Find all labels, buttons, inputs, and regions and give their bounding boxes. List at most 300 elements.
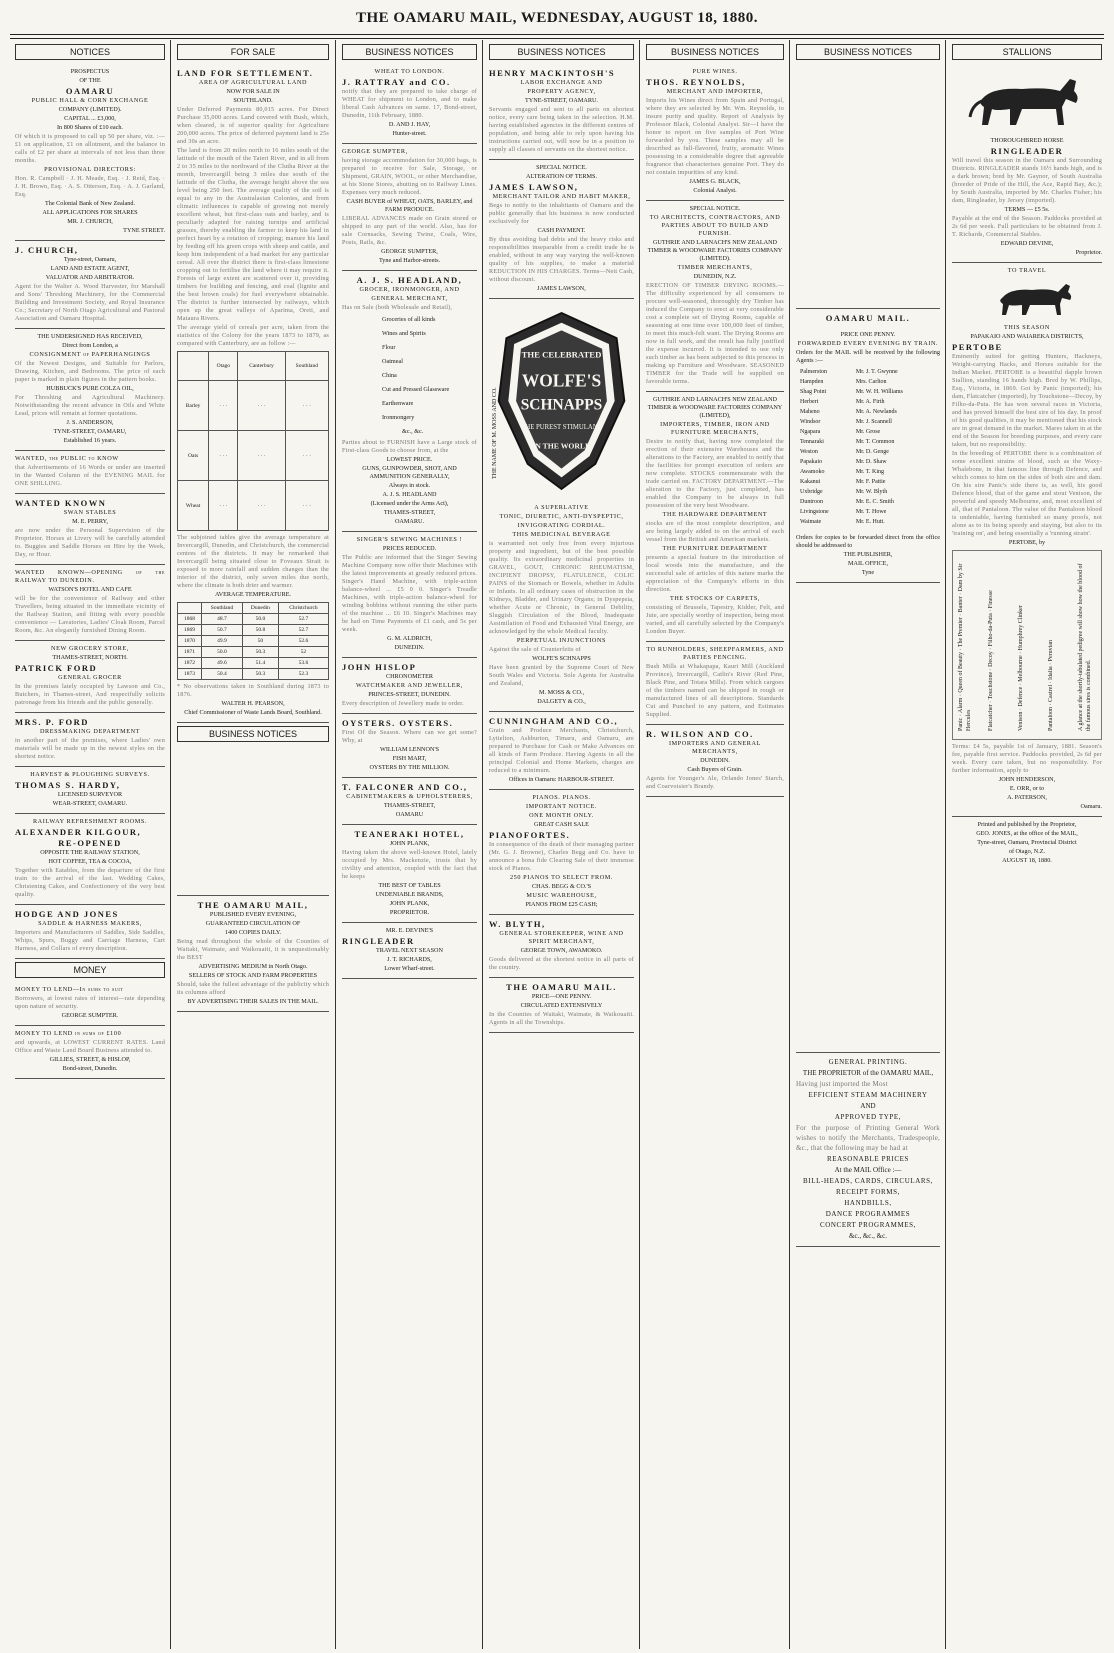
table-cell: · · · <box>285 431 328 481</box>
pedigree-text: Flatcatcher · Touchstone · Decoy · Filho-da-Puta · Finesse <box>988 590 994 731</box>
agent-name: Mr. W. H. Williams <box>855 389 903 395</box>
ad-line: HOT COFFEE, TEA & COCOA, <box>48 858 132 865</box>
ad-title: A. J. S. HEADLAND, <box>356 275 463 285</box>
table-row <box>178 669 329 680</box>
ad-title: T. FALCONER AND CO., <box>342 782 468 792</box>
agent-name: Mr. E. Hutt. <box>855 519 885 525</box>
ad-body-text: For the purpose of Printing General Work wishes to notify the Merchants, Tradespeople, &c., that the following may be had at <box>796 1124 940 1152</box>
ad-wheat-to-london <box>342 64 477 144</box>
pedigree-text: Pantaloon · Castrel · Idalia · Peruvian <box>1048 640 1054 731</box>
table-row <box>798 388 938 396</box>
section-heading-business-notices: BUSINESS NOTICES <box>489 44 634 60</box>
list-item: Earthenware <box>382 400 414 407</box>
ad-body-text: is warranted not only free from every injurious property and ingredient, but of the best possible quality. Its extraordinary medicinal properties in GRAVEL, GOUT, CHRONIC RHEUMATISM, INCIPIENT DROPSY, FLATULENCE, COLIC PAINS of the Stomach or Bowels, whether in Adults or Infants. In all ordinary cases of obstruction in the Kidneys, Bladder, and Urinary Organs; in Dyspepsia, whether Acute or Chronic, in General Debility, Sluggish Circulation of the Blood, Inadequate Assimilation of Food and Exhausted Vital Energy, are acknowledged by the whole Medical faculty. <box>489 540 634 635</box>
table-cell: 52.7 <box>278 625 328 636</box>
ad-line: PRICES REDUCED. <box>382 545 437 552</box>
ad-line: THE UNDERSIGNED HAS RECEIVED, <box>37 333 143 340</box>
table-header: Otago <box>209 352 238 381</box>
ad-line: The Colonial Bank of New Zealand. <box>44 200 136 207</box>
masthead-rule-2 <box>10 38 1104 39</box>
ad-line: TONIC, DIURETIC, ANTI-DYSPEPTIC, <box>499 513 624 520</box>
table-cell: · · · <box>238 381 285 431</box>
column-business-notices-1 <box>337 44 482 1647</box>
column-divider <box>170 40 171 1649</box>
ad-title: THE OAMARU MAIL, <box>197 900 309 910</box>
section-heading-for-sale: FOR SALE <box>177 44 329 60</box>
ad-body-text: The land is from 20 miles north to 16 miles south of the latitude of the mouth of the Taieri River, and in all from 2 to 35 miles to the northward of the Clutha River at the month, Invercargill being 3 miles due south of the latitude of the Clutha, the average height above the sea level being 250 feet. The average quality of the soil is equal to any in the Australasian Colonies, and from climatic influences is capable of growing not merely excellent wheat, but first-class oats and barley, and is peculiarly adapted for raising turnips and artificial grasses, thereby enabling the farmer to keep his land in perfect heart by a rotation of cropping; manure his land by feeding off his green crops with sheep and cattle, and keep him independent of a bad market for any particular cereal. All over the district there is first-class limestone cropping out to fertilise the land where it may require it. Forests of large extent are scattered over it, providing timbers for building and fencing, and coal (lignite and the best brown coals) for fuel everywhere obtainable. The district is further intersected by railways, which open up the great valleys of Aparima, Oreti, and Mataura Rivers. <box>177 147 329 322</box>
ad-line: PIANOS. PIANOS. <box>532 794 591 801</box>
ad-line: WILLIAM LENNON'S <box>379 746 440 753</box>
ad-line: Cash Buyers of Grain. <box>687 766 743 773</box>
ad-line: VALUATOR AND ARBITRATOR. <box>45 274 135 281</box>
ad-line: CIRCULATED EXTENSIVELY <box>520 1002 603 1009</box>
agent-town: Duntroon <box>800 499 823 505</box>
ad-line: THAMES-STREET, <box>383 802 436 809</box>
table-cell: 52.3 <box>278 669 328 680</box>
ad-title: TEANERAKI HOTEL, <box>354 829 465 839</box>
ad-body-text: Borrowers, at lowest rates of interest—rate depending upon nature of security. <box>15 995 165 1010</box>
ad-line: THAMES-STREET, NORTH. <box>52 654 128 661</box>
ad-line: At the MAIL Office :— <box>834 1166 902 1174</box>
ad-line: IMPORTANT NOTICE. <box>525 803 598 810</box>
ad-line: JOHN PLANK, <box>389 840 430 847</box>
table-row <box>798 398 938 406</box>
agent-town: Windsor <box>800 419 821 425</box>
table-row <box>798 418 938 426</box>
ad-title: THOS. REYNOLDS, <box>646 77 746 87</box>
section-heading-stallions: STALLIONS <box>952 44 1102 60</box>
table-row <box>178 658 329 669</box>
ad-body-text: Agents for Younger's Ale, Orlando Jones' Starch, and Coarvoisier's Brandy. <box>646 775 784 790</box>
ad-line: MR. J. CHURCH, <box>67 218 113 225</box>
ad-grocery-store <box>15 641 165 713</box>
ad-line: TYNE-STREET, OAMARU, <box>53 428 127 435</box>
table-cell: 1868 <box>178 614 202 625</box>
ad-title: LAND FOR SETTLEMENT. <box>177 68 314 78</box>
ad-title: ALEXANDER KILGOUR, <box>15 827 142 837</box>
ad-line: AND <box>860 1102 876 1110</box>
ad-whitespace <box>796 64 940 309</box>
ad-paperhangings <box>15 329 165 451</box>
ad-line: CAPITAL ... £3,000, <box>64 115 116 122</box>
agent-name: Mr. A. Newlands <box>855 409 897 415</box>
imprint-line: Printed and published by the Proprietor, <box>977 821 1077 828</box>
ad-title: OAMARU <box>65 86 115 96</box>
ad-line: TYNE-STREET, OAMARU. <box>525 97 598 104</box>
ad-mackintosh-labor-exchange <box>489 64 634 160</box>
section-heading-business-notices: BUSINESS NOTICES <box>177 726 329 742</box>
ad-line: OYSTERS BY THE MILLION. <box>369 764 450 771</box>
agent-town: Livingstone <box>800 509 829 515</box>
table-cell: · · · <box>238 431 285 481</box>
ad-line: DRESSMAKING DEPARTMENT <box>39 728 141 735</box>
ad-line: OF THE <box>79 77 101 84</box>
ad-line: BILL-HEADS, CARDS, CIRCULARS, <box>803 1177 933 1185</box>
ad-body-text: Has on Sale (both Wholesale and Retail), <box>342 304 453 311</box>
ad-line: Proprietor. <box>1075 249 1102 256</box>
ad-line: Tyne <box>861 569 875 576</box>
ad-body-text: Every description of Jewellery made to order. <box>342 700 464 707</box>
ad-line: OAMARU. <box>394 518 425 525</box>
ad-body-text: Having taken the above well-known Hotel, lately occupied by Mrs. Mackenzie, trusts that by civility and attention, coupled with the fact that he keeps <box>342 849 477 880</box>
ad-line: INVIGORATING CORDIAL. <box>517 522 606 529</box>
ad-title: GUTHRIE AND LARNACH'S NEW ZEALAND TIMBER & WOODWARE FACTORIES COMPANY (LIMITED), <box>647 396 783 419</box>
ad-body-text: Hon. R. Campbell · J. H. Meade, Esq. · J. Reid, Esq. · J. H. Brown, Esq. · A. S. Otterson, Esq. · A. J. Garland, Esq. <box>15 175 165 198</box>
ad-title: R. WILSON AND CO. <box>646 729 754 739</box>
ad-line: PRICE ONE PENNY. <box>840 331 896 338</box>
ad-line: CABINETMAKERS & UPHOLSTERERS, <box>346 793 473 800</box>
ad-line: SADDLE & HARNESS MAKERS, <box>38 920 142 927</box>
ad-body-text: Goods delivered at the shortest notice in all parts of the country. <box>489 956 634 971</box>
ad-pertobe-stallion <box>952 263 1102 817</box>
ad-line: IMPORTERS, TIMBER, IRON AND FURNITURE MERCHANTS, <box>660 421 770 436</box>
ad-line: ALTERATION OF TERMS. <box>526 173 597 180</box>
ad-line: WHEAT TO LONDON. <box>374 68 445 75</box>
ad-line: ALL APPLICATIONS FOR SHARES <box>42 209 138 216</box>
emblem-side-text: THE NAME OF M. MOSS AND CO. <box>492 387 498 479</box>
agent-town: Waimate <box>800 519 822 525</box>
ad-line: Hunter-street. <box>392 130 427 137</box>
ad-line: LAND AND ESTATE AGENT, <box>50 265 130 272</box>
ad-body-text: Being read throughout the whole of the Counties of Waitaki, Waimate, and Waikouaiti, it is unquestionably the BEST <box>177 938 329 961</box>
ad-line: In 800 Shares of £10 each. <box>57 124 123 131</box>
table-row <box>178 625 329 636</box>
table-cell: 50.0 <box>242 614 278 625</box>
ad-title: J. CHURCH, <box>15 245 79 255</box>
list-item: Groceries of all kinds <box>382 316 436 323</box>
ad-title: MONEY TO LEND—In sums to suit <box>15 986 124 993</box>
ad-oamaru-mail-circulation <box>177 896 329 1012</box>
table-cell: · · · <box>285 381 328 431</box>
ad-line: PUBLISHED EVERY EVENING, <box>209 911 297 918</box>
ad-line: SOUTHLAND. <box>233 97 273 104</box>
ad-line: COMPANY (LIMITED). <box>58 106 122 113</box>
table-cell: 50 <box>242 636 278 647</box>
table-row <box>798 498 938 506</box>
agent-town: Tennaraki <box>800 439 824 445</box>
table-cell: Wheat <box>178 481 209 531</box>
imprint-line: AUGUST 18, 1880. <box>1002 857 1052 864</box>
table-cell: · · · <box>209 431 238 481</box>
pedigree-chart <box>952 550 1102 740</box>
masthead-rule <box>10 34 1104 35</box>
ad-general-printing <box>796 1053 940 1247</box>
ad-line: JOHN HENDERSON, <box>998 776 1056 783</box>
ad-r-wilson <box>646 725 784 797</box>
ad-title: RINGLEADER <box>342 936 415 946</box>
ad-line: PUBLIC HALL & CORN EXCHANGE <box>31 97 149 104</box>
ad-title: CONSIGNMENT of PAPERHANGINGS <box>29 351 151 358</box>
ad-title: TO ARCHITECTS, CONTRACTORS, AND PARTIES ABOUT TO BUILD AND FURNISH. <box>649 214 781 237</box>
ad-line: MAIL OFFICE, <box>848 560 888 567</box>
ad-line: CHRONOMETER <box>385 673 434 680</box>
ad-title: HODGE AND JONES <box>15 909 119 919</box>
ad-title: W. BLYTH, <box>489 919 546 929</box>
section-heading-business-notices: BUSINESS NOTICES <box>796 44 940 60</box>
table-cell: · · · <box>209 381 238 431</box>
ad-line: THE STOCKS OF CARPETS, <box>669 595 761 602</box>
ad-body-text: Payable at the end of the Season. Paddocks provided at 2s 6d per week. Full particulars to be obtained from J. T. Richards, Commercial Stables. <box>952 215 1102 238</box>
list-item: Ironmongery <box>382 414 415 421</box>
ad-watsons-hotel <box>15 565 165 641</box>
ad-line: THE PROPRIETOR of the OAMARU MAIL, <box>802 1069 934 1077</box>
ad-body-text: Of the Newest Designs, and Suitable for Parlors, Drawing, Kitchen, and Bedrooms. The price of each paper is marked in plain figures in the pattern books. <box>15 360 165 383</box>
ad-line: Orders for the MAIL will be received by the following Agents :— <box>796 349 940 364</box>
ad-body-text: Under Deferred Payments 80,015 acres. For Direct Purchase 35,000 acres. Land covered with Bush, which, when cleared, is of superior quality for Agriculture 200,000 acres. The price of deferred payment land is 25s and 30s an acre. <box>177 106 329 145</box>
ad-oysters <box>342 714 477 778</box>
ad-body-text: Will travel this season in the Oamaru and Surrounding Districts. RINGLEADER stands 16½ hands high, and is a dark brown; bred by Mr. Gaynor, of South Australia (breeder of Pride of the Hill, the Ace, Rapid Bay, &c.); by South Australia, imported by Mr. Charles Fisher; his dam, Ringleader, by Jersey (imported). <box>952 157 1102 204</box>
ad-line: DUNEDIN. <box>700 757 730 764</box>
ad-church-land-agent <box>15 241 165 329</box>
ad-wolfes-schnapps <box>489 299 634 712</box>
table-cell: 50.8 <box>242 625 278 636</box>
agent-name: Mr. F. Pattie <box>855 479 886 485</box>
signer-title: Chief Commissioner of Waste Lands Board, Southland. <box>184 709 322 716</box>
ad-line: THE PUBLISHER, <box>843 551 893 558</box>
agent-town: Maheno <box>800 409 820 415</box>
table-header: Southland <box>285 352 328 381</box>
agent-name: Mrs. Carlton <box>855 379 887 385</box>
ad-singer-sewing <box>342 532 477 658</box>
emblem-top-text: THE CELEBRATED <box>521 349 602 360</box>
ad-body-text: presents a special feature in the introduction of local woods into the manufacture, and the successful sale of articles of this nature marks the appreciation of the Company's efforts in this direction. <box>646 554 784 593</box>
ad-line: Bond-street, Dunedin. <box>62 1065 118 1072</box>
ad-ringleader-travel <box>342 923 477 979</box>
ad-john-hislop <box>342 658 477 714</box>
agent-town: Herbert <box>800 399 819 405</box>
column-notices <box>10 44 170 1647</box>
section-heading-money: MONEY <box>15 962 165 978</box>
table-cell: Barley <box>178 381 209 431</box>
ad-body-text: and upwards, at LOWEST CURRENT RATES. Land Office and Waste Land Board Business attended to. <box>15 1039 165 1054</box>
ad-line: THE BEST OF TABLES <box>378 882 441 889</box>
column-for-sale <box>172 44 334 1647</box>
imprint-line: GEO. JONES, at the office of the MAIL, <box>976 830 1078 837</box>
table-cell: 50.0 <box>201 647 242 658</box>
ad-teaneraki-hotel <box>342 825 477 923</box>
ad-body-text: Begs to notify to the inhabitants of Oamaru and the public generally that his business is now conducted exclusively for <box>489 202 634 225</box>
table-header: Dunedin <box>242 603 278 614</box>
imprint-line: of Otago, N.Z. <box>1008 848 1046 855</box>
agent-name: Mr. Grose <box>855 429 881 435</box>
ad-body-text: In the breeding of PERTOBE there is a combination of some excellent strains of blood, such as the Waxy-Whalebone, in that famous line through Defence, and which comes to him on the sides of both sire and dam. On his sire Panic's side there is, as well, his good Defence blood, that of the game and stout Venison, the powerful and speedy Melbourne, and, most excellent of all, that of Pantaloon. The value of the Pantaloon blood is undeniable, having furnished so many proofs, not alone as to its being speedy and staying, but also to its 'training on', and being essentially a 'running strain'. <box>952 450 1102 537</box>
ad-runholders <box>646 642 784 725</box>
table-cell: 53.6 <box>278 658 328 669</box>
ad-line: CHAS. BEGG & CO.'S <box>531 883 592 890</box>
ad-swan-stables <box>15 494 165 565</box>
temperature-table <box>177 602 329 680</box>
ad-line: DALGETY & CO., <box>537 698 586 705</box>
agent-town: Hampden <box>800 379 824 385</box>
column-divider <box>639 40 640 1649</box>
emblem-subtitle-text: THE PUREST STIMULANT <box>521 424 602 432</box>
ad-body-text: that Advertisements of 16 Words or under are inserted in the Wanted Column of the EVENING MAIL for ONE SHILLING. <box>15 464 165 487</box>
table-cell: 1873 <box>178 669 202 680</box>
agent-town: Kakanui <box>800 479 821 485</box>
masthead <box>0 0 1114 44</box>
ad-saddlers <box>15 905 165 959</box>
ad-line: DUNEDIN. <box>394 644 425 651</box>
ad-line: MERCHANT AND IMPORTER, <box>666 88 764 95</box>
agent-name: Mr. D. Shaw <box>855 459 887 465</box>
ad-cunningham <box>489 712 634 790</box>
ad-line: NOW FOR SALE IN <box>226 88 280 95</box>
column-business-notices-2 <box>484 44 639 1647</box>
table-header: Canterbury <box>238 352 285 381</box>
ad-line: Direct from London, a <box>62 342 118 349</box>
ad-pianos <box>489 790 634 915</box>
ad-line: EFFICIENT STEAM MACHINERY <box>808 1091 928 1099</box>
horse-illustration <box>952 278 1102 318</box>
list-item: Flour <box>382 344 396 351</box>
ad-line: Lower Wharf-street. <box>384 965 435 972</box>
ad-line: PROSPECTUS <box>70 68 110 75</box>
emblem-product-text: SCHNAPPS <box>520 396 603 414</box>
ad-title: HENRY MACKINTOSH'S <box>489 68 616 78</box>
ad-line: THOROUGHBRED HORSE <box>990 137 1064 144</box>
agent-name: Mr. D. Genge <box>855 449 889 455</box>
list-item: Oatmeal <box>382 358 403 365</box>
ad-line: PERTOBE, by <box>1008 539 1046 546</box>
list-item: Wines and Spirits <box>382 330 426 337</box>
ad-line: CONCERT PROGRAMMES, <box>819 1221 917 1229</box>
ad-money-to-lend <box>15 982 165 1026</box>
column-stallions <box>947 44 1107 1647</box>
ad-surveyor <box>15 767 165 814</box>
ad-body-text: Eminently suited for getting Hunters, Hackneys, Weight-carrying Hacks, and Horses suitable for the Indian Market. PERTOBE is a beautiful dapple brown Stallion, standing 16 hands high. Bred by W. Phillips, Esq., Victoria, in 1869. Got by Panic (imported); his dam, Flatcatcher (imported), by Touchstone—Decoy, by Filho-da-Puta. He has won several races in Victoria, and has proved himself the best sire of his day. In proof of his good qualities, it may be mentioned that his stock are in great demand in the market. Mares taken in at the end of the Season for breeding purposes, and every care taken, but no responsibility. <box>952 353 1103 448</box>
list-item: &c., &c. <box>402 428 424 435</box>
ad-line: JAMES G. BLACK, <box>689 178 741 185</box>
ad-title: PERTOBE <box>952 342 1003 352</box>
ad-line: GILLIES, STREET, & HISLOP, <box>49 1056 131 1063</box>
ad-line: THE HARDWARE DEPARTMENT <box>662 511 768 518</box>
table-cell: Oats <box>178 431 209 481</box>
table-cell: 50.7 <box>201 625 242 636</box>
ad-body-text: consisting of Brussels, Tapestry, Kidder, Felt, and Jute, are specially worthy of inspection, being most varied, and all carefully selected by the Company's London Buyer. <box>646 604 784 635</box>
agent-town: Awamoko <box>800 469 825 475</box>
ad-line: (Licensed under the Arms Act), <box>370 500 449 507</box>
ad-body-text: Grain and Produce Merchants, Christchurch, Lyttelton, Ashburton, Timaru, and Oamaru, are prepared to Purchase for Cash or Make Advances on all kinds of Farm Produce. Having Agents in all the principal Colonial and Home Markets, charges are reduced to a minimum. <box>489 727 634 774</box>
ad-line: PRICE—ONE PENNY. <box>531 993 592 1000</box>
table-cell: 51.4 <box>242 658 278 669</box>
ad-line: EDWARD DEVINE, <box>1000 240 1054 247</box>
ad-line: MUSIC WAREHOUSE, <box>526 892 597 899</box>
ad-line: CASH PAYMENT. <box>537 227 586 234</box>
table-row <box>798 518 938 526</box>
ad-body-text: Should, take the fullest advantage of the publicity which its columns afford <box>177 981 329 996</box>
table-cell: 50.3 <box>242 647 278 658</box>
agent-name: Mr. E. C. Smith <box>855 499 894 505</box>
ad-title: JOHN HISLOP <box>342 662 417 672</box>
ad-line: LICENSED SURVEYOR <box>57 791 123 798</box>
ad-line: REASONABLE PRICES <box>827 1155 909 1163</box>
table-row <box>798 458 938 466</box>
ad-body-text: First Of the Season. Where can we get some? Why, at <box>342 729 477 744</box>
ad-line: THIS MEDICINAL BEVERAGE <box>512 531 611 538</box>
ad-guthrie-larnach-importers <box>646 392 784 642</box>
ad-line: Always in stock. <box>388 482 431 489</box>
ad-line: A. J. S. HEADLAND <box>382 491 437 498</box>
ad-line: ONE MONTH ONLY. <box>529 812 594 819</box>
ad-line: MR. E. DEVINE'S <box>385 927 434 934</box>
ad-line: NEW GROCERY STORE, <box>51 645 129 652</box>
emblem-bottom-text: IN THE WORLD <box>532 441 591 451</box>
column-divider <box>482 40 483 1649</box>
ad-refreshment-rooms <box>15 814 165 905</box>
ad-line: OAMARU <box>395 811 424 818</box>
ad-line: WATSON'S HOTEL AND CAFE <box>48 586 132 593</box>
ad-line: G. M. ALDRICH, <box>387 635 432 642</box>
table-row <box>798 408 938 416</box>
ad-line: IMPORTERS AND GENERAL MERCHANTS, <box>669 740 761 755</box>
table-cell: 52.7 <box>278 614 328 625</box>
section-heading-business-notices: BUSINESS NOTICES <box>646 44 784 60</box>
ad-line: GEORGE SUMPTER. <box>61 1012 119 1019</box>
ad-body-text: Parties about to FURNISH have a Large stock of First-class Goods to choose from, at the <box>342 439 477 454</box>
agents-table <box>796 366 940 528</box>
ad-body-text: The average yield of cereals per acre, taken from the statistics of the Colony for the years 1873 to 1879, as compared with Canterbury, are as follow :— <box>177 324 329 347</box>
ad-line: GEORGE TOWN, AWAMOKO. <box>520 947 603 954</box>
ad-body-text: Servants engaged and sent to all parts on shortest notice, every care being taken in the selection. H.M. having established agencies in the different centres of population, and being able to rely upon having his instructions carried out, will now be in a position to supply all classes of servants on the shortest notice. <box>489 106 634 153</box>
publisher-imprint <box>952 817 1102 870</box>
table-row <box>178 636 329 647</box>
ad-title: THE OAMARU MAIL. <box>506 982 617 992</box>
ad-body-text: ERECTION OF TIMBER DRYING ROOMS.—The difficulty experienced by all consumers to procure well-seasoned, thoroughly dry Timber has induced the Company to erect at very considerable cost a complete set of Drying Rooms, capable of seasoning at one time over 100,000 feet of timber, to meet this much-felt want. The Drying Rooms are now in full work, and the result has fully justified the expense incurred. It is intended to use only such timber as has been subjected to this process in making up Furniture and Woodware. SEASONED TIMBER for the Trade will be supplied on favorable terms. <box>646 282 784 385</box>
ad-line: PERPETUAL INJUNCTIONS <box>516 637 607 644</box>
ad-line: TERMS — £5 5s. <box>1004 206 1050 213</box>
ad-line: GUTHRIE AND LARNACH'S NEW ZEALAND TIMBER & WOODWARE FACTORIES COMPANY (LIMITED). <box>647 239 783 262</box>
table-cell: 52 <box>278 647 328 658</box>
ad-dressmaking <box>15 713 165 767</box>
table-row <box>798 428 938 436</box>
ad-title: OYSTERS. OYSTERS. <box>342 718 454 728</box>
ad-line: THIS SEASON <box>1004 324 1050 331</box>
ad-line: J. T. RICHARDS, <box>387 956 432 963</box>
column-divider <box>335 40 336 1649</box>
ad-line: 1400 COPIES DAILY. <box>224 929 282 936</box>
table-cell: 1872 <box>178 658 202 669</box>
ad-body-text: Of which it is proposed to call up 50 per share, viz. :—£1 on application, £1 on allotment, and the balance in calls of £2 per share at intervals of not less than three months. <box>15 133 165 164</box>
table-cell: 1871 <box>178 647 202 658</box>
ad-title: RINGLEADER <box>990 146 1064 156</box>
ad-line: TRAVEL NEXT SEASON <box>376 947 443 954</box>
table-cell: 1869 <box>178 625 202 636</box>
wolfes-schnapps-emblem <box>489 306 634 496</box>
ad-line: PAPAKAIO AND WAIAREKA DISTRICTS, <box>970 333 1084 340</box>
ad-line: OPPOSITE THE RAILWAY STATION, <box>40 849 140 856</box>
agent-town: Palmerston <box>800 369 827 375</box>
ad-body-text: Against the sale of Counterfeits of <box>489 646 582 653</box>
ad-title: JAMES LAWSON, <box>489 182 579 192</box>
ad-line: FISH MART, <box>392 755 427 762</box>
ad-title: THOMAS S. HARDY, <box>15 780 121 790</box>
table-cell: 49.6 <box>201 658 242 669</box>
newspaper-title: THE OAMARU MAIL, WEDNESDAY, AUGUST 18, 1880. <box>355 10 759 26</box>
ad-line: RE-OPENED <box>58 838 122 848</box>
ad-james-lawson <box>489 160 634 299</box>
ad-line: MERCHANT TAILOR AND HABIT MAKER, <box>492 193 631 200</box>
column-divider <box>945 40 946 1649</box>
ad-line: Colonial Analyst. <box>693 187 737 194</box>
ad-body-text: The Public are informed that the Singer Sewing Machine Company now offer their Machines with the latest improvements at greatly reduced prices. Singer's Hand Machine, with triple-action balance-wheel ... £5 0 0. Singer's Treadle Machines, with triple-action balance-wheel for winding bobbins without running the other parts of the machine ... £6 10. Singer's Machines may be had on Time Payments of £1 cash, and 5s per week. <box>342 554 477 633</box>
ad-line: GENERAL MERCHANT, <box>371 295 448 302</box>
ad-pure-wines <box>646 64 784 201</box>
agent-name: Mr. W. Blyth <box>855 489 888 495</box>
section-heading-business-notices: BUSINESS NOTICES <box>342 44 477 60</box>
agent-town: Shag Point <box>800 389 827 395</box>
table-row <box>798 378 938 386</box>
table-cell: · · · <box>209 481 238 531</box>
